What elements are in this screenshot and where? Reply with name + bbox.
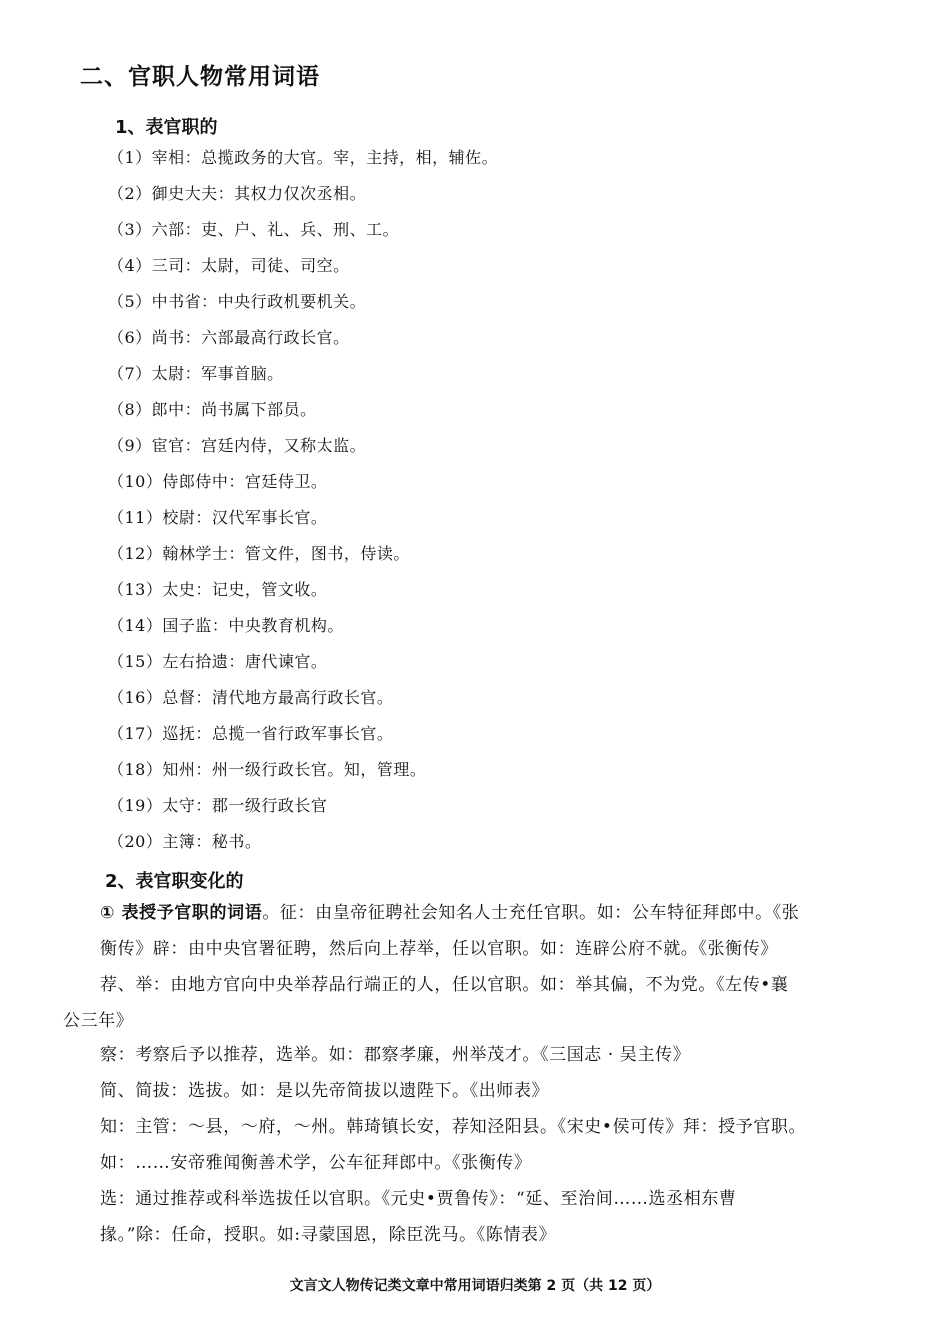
- paragraph-1-text: 。征：由皇帝征聘社会知名人士充任官职。如：公车特征拜郎中。《张: [262, 903, 800, 923]
- paragraph-1-heading: ① 表授予官职的词语: [100, 903, 263, 923]
- paragraph-2-line-1: 荐、举：由地方官向中央举荐品行端正的人，任以官职。如：举其偏，不为党。《左传•襄: [100, 975, 789, 995]
- list-item: （12）翰林学士：管文件，图书，侍读。: [108, 544, 410, 563]
- list-item: （18）知州：州一级行政长官。知，管理。: [108, 760, 427, 779]
- list-item: （8）郎中：尚书属下部员。: [108, 400, 317, 419]
- paragraph-4: 简、简拔：选拔。如：是以先帝简拔以遗陛下。《出师表》: [100, 1081, 550, 1101]
- paragraph-1-line-2: 衡传》辟：由中央官署征聘，然后向上荐举，任以官职。如：连辟公府不就。《张衡传》: [100, 939, 778, 959]
- list-item: （7）太尉：军事首脑。: [108, 364, 284, 383]
- page-footer: 文言文人物传记类文章中常用词语归类第 2 页（共 12 页）: [289, 1278, 661, 1294]
- subsection-title-1: 1、表官职的: [115, 117, 218, 138]
- list-item: （4）三司：太尉，司徒、司空。: [108, 256, 350, 275]
- list-item: （16）总督：清代地方最高行政长官。: [108, 688, 394, 707]
- subsection-title-2: 2、表官职变化的: [105, 871, 244, 892]
- paragraph-5-line-1: 知：主管：～县，～府，～州。韩琦镇长安，荐知泾阳县。《宋史•侯可传》拜：授予官职。: [100, 1117, 807, 1137]
- list-item: （14）国子监：中央教育机构。: [108, 616, 344, 635]
- list-item: （11）校尉：汉代军事长官。: [108, 508, 328, 527]
- section-title: 二、官职人物常用词语: [80, 64, 320, 90]
- list-item: （2）御史大夫：其权力仅次丞相。: [108, 184, 367, 203]
- paragraph-5-line-2: 如：……安帝雅闻衡善术学，公车征拜郎中。《张衡传》: [100, 1153, 532, 1173]
- list-item: （15）左右拾遗：唐代谏官。: [108, 652, 328, 671]
- list-item: （1）宰相：总揽政务的大官。宰，主持，相，辅佐。: [108, 148, 499, 167]
- list-item: （6）尚书：六部最高行政长官。: [108, 328, 350, 347]
- list-item: （3）六部：吏、户、礼、兵、刑、工。: [108, 220, 400, 239]
- list-item: （19）太守：郡一级行政长官: [108, 796, 328, 815]
- list-item: （17）巡抚：总揽一省行政军事长官。: [108, 724, 394, 743]
- paragraph-3: 察：考察后予以推荐，选举。如：郡察孝廉，州举茂才。《三国志 · 吴主传》: [100, 1045, 691, 1065]
- paragraph-1-line-1: [100, 901, 799, 925]
- list-item: （13）太史：记史，管文收。: [108, 580, 328, 599]
- paragraph-6-line-1: 选：通过推荐或科举选拔任以官职。《元史•贾鲁传》：“延、至治间……选丞相东曹: [100, 1189, 737, 1209]
- paragraph-6-line-2: 掾。”除：任命，授职。如:寻蒙国恩，除臣洗马。《陈情表》: [100, 1225, 557, 1245]
- list-item: （5）中书省：中央行政机要机关。: [108, 292, 367, 311]
- paragraph-2-line-2: 公三年》: [63, 1011, 134, 1031]
- list-item: （10）侍郎侍中：宫廷侍卫。: [108, 472, 328, 491]
- list-item: （20）主簿：秘书。: [108, 832, 262, 851]
- list-item: （9）宦官：宫廷内侍，又称太监。: [108, 436, 367, 455]
